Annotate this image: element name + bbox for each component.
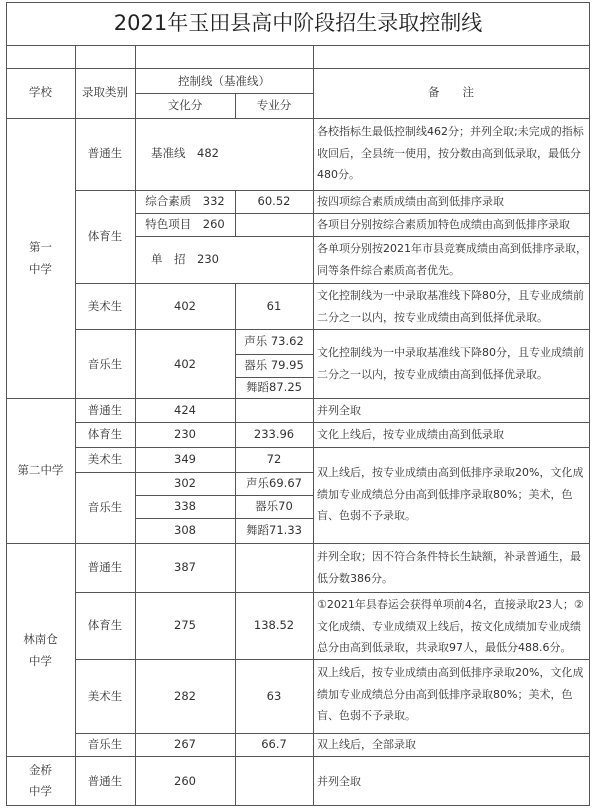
culture-score: 267 (174, 737, 196, 751)
culture-score: 260 (174, 774, 196, 788)
remark-text: 各校指标生最低控制线462分；并列全取;未完成的指标收回后，全县统一使用，按分数由高到低录取，最低分480分。 (317, 125, 584, 181)
category-label: 体育生 (87, 229, 123, 243)
grid-line (6, 2, 7, 806)
remark-text: 双上线后，按专业成绩由高到低排序录取20%，文化成绩加专业成绩总分由高到低排序录取80%；美术，色盲、色弱不予录取。 (317, 666, 584, 722)
category-label: 美术生 (87, 299, 123, 313)
school-name: 金桥 (29, 763, 52, 777)
header-school: 学校 (29, 85, 52, 99)
category-label: 普通生 (87, 146, 123, 160)
header-remarks: 备 注 (428, 85, 474, 99)
grid-line (75, 659, 590, 660)
grid-line (135, 518, 313, 519)
category-label: 音乐生 (87, 500, 123, 514)
major-score: 声乐69.67 (246, 476, 302, 490)
header-category: 录取类别 (82, 85, 128, 99)
category-label: 普通生 (87, 774, 123, 788)
school-name: 第二中学 (17, 463, 64, 477)
culture-score: 282 (174, 689, 196, 703)
remark-text: 双上线后，按专业成绩由高到低排序录取20%，文化成绩加专业成绩总分由高到低排序录取80%；美术，色盲、色弱不予录取。 (317, 466, 584, 522)
remark-text: 文化控制线为一中录取基准线下降80分，且专业成绩前二分之一以内，按专业成绩由高到低择优录取。 (317, 346, 584, 381)
remark-text: 并列全取 (317, 404, 361, 417)
grid-line (6, 45, 590, 46)
grid-line (135, 93, 313, 94)
major-score: 233.96 (253, 427, 295, 441)
grid-line (135, 236, 590, 237)
culture-score: 402 (174, 299, 196, 313)
culture-score: 基准线 482 (151, 146, 219, 160)
category-label: 普通生 (87, 403, 123, 417)
culture-score: 338 (174, 499, 196, 513)
grid-line (75, 447, 590, 448)
school-name: 第一 (29, 240, 52, 254)
admission-table (6, 2, 590, 806)
grid-line (6, 68, 590, 69)
major-score: 63 (266, 689, 282, 703)
grid-line (589, 2, 590, 806)
grid-line (75, 422, 590, 423)
culture-score: 特色项目 260 (145, 217, 225, 231)
school-name: 中学 (29, 784, 52, 798)
major-score: 66.7 (261, 737, 287, 751)
grid-line (75, 329, 590, 330)
major-score: 声乐 73.62 (244, 334, 304, 348)
page-title: 2021年玉田县高中阶段招生录取控制线 (113, 11, 483, 35)
remark-text: 各项目分别按综合素质加特色成绩由高到低排序录取 (317, 218, 570, 231)
culture-score: 349 (174, 452, 196, 466)
major-score: 器乐 79.95 (244, 358, 304, 372)
culture-score: 308 (174, 523, 196, 537)
culture-score: 单 招 230 (151, 252, 219, 266)
header-major: 专业分 (256, 98, 292, 112)
grid-line (6, 756, 590, 757)
major-score: 61 (266, 299, 282, 313)
grid-line (75, 592, 590, 593)
category-label: 普通生 (87, 560, 123, 574)
major-score: 舞蹈71.33 (246, 523, 302, 537)
major-score: 138.52 (253, 618, 295, 632)
major-score: 器乐70 (255, 499, 293, 513)
remark-text: 并列全取；因不符合条件特长生缺额，补录普通生，最低分数386分。 (317, 550, 581, 585)
grid-line (6, 543, 590, 544)
grid-line (313, 45, 314, 806)
grid-line (75, 283, 590, 284)
remark-text: ①2021年县春运会获得单项前4名，直接录取23人；②文化成绩、专业成绩双上线后，按文化成绩加专业成绩总分由高到低录取，共录取97人，最低分488.6分。 (317, 598, 584, 654)
culture-score: 302 (174, 476, 196, 490)
culture-score: 402 (174, 357, 196, 371)
culture-score: 综合素质 332 (145, 194, 225, 208)
culture-score: 424 (174, 403, 196, 417)
remark-text: 双上线后，全部录取 (317, 738, 416, 751)
grid-line (6, 805, 590, 806)
culture-score: 275 (174, 618, 196, 632)
category-label: 美术生 (87, 452, 123, 466)
category-label: 音乐生 (87, 737, 123, 751)
category-label: 美术生 (87, 689, 123, 703)
major-score: 舞蹈87.25 (246, 380, 302, 394)
school-name: 中学 (29, 654, 52, 668)
remark-text: 各单项分别按2021年市县竞赛成绩由高到低排序录取，同等条件综合素质高者优先。 (317, 242, 587, 277)
culture-score: 387 (174, 560, 196, 574)
grid-line (6, 118, 590, 119)
remark-text: 按四项综合素质成绩由高到低排序录取 (317, 195, 504, 208)
category-label: 音乐生 (87, 357, 123, 371)
culture-score: 230 (174, 427, 196, 441)
major-score: 60.52 (257, 194, 291, 208)
header-control-line: 控制线（基准线） (178, 74, 270, 88)
header-culture: 文化分 (167, 98, 203, 112)
category-label: 体育生 (87, 427, 123, 441)
remark-text: 并列全取 (317, 775, 361, 788)
school-name: 林南仓 (23, 632, 58, 646)
remark-text: 文化控制线为一中录取基准线下降80分，且专业成绩前二分之一以内，按专业成绩由高到低择优录取。 (317, 289, 584, 324)
remark-text: 文化上线后，按专业成绩由高到低录取 (317, 428, 504, 441)
school-name: 中学 (29, 262, 52, 276)
grid-line (6, 398, 590, 399)
category-label: 体育生 (87, 618, 123, 632)
major-score: 72 (266, 452, 282, 466)
